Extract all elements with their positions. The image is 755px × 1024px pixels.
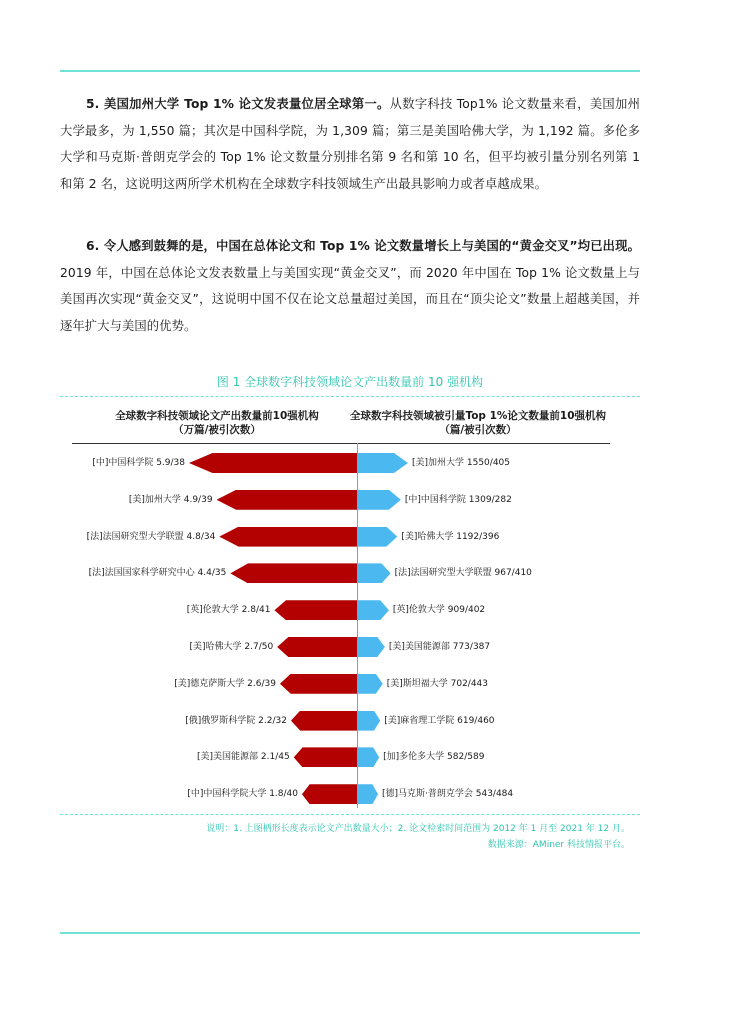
left-bar-label-1: [中]中国科学院 5.9/38 xyxy=(92,458,185,468)
right-bar-label-5: [英]伦敦大学 909/402 xyxy=(392,605,486,616)
right-bar-label-1: [美]加州大学 1550/405 xyxy=(412,458,510,468)
left-bar-3 xyxy=(219,527,357,547)
right-bar-10 xyxy=(358,784,378,804)
paragraph-5-body: 从数字科技 Top1% 论文数量来看，美国加州大学最多，为 1,550 篇；其次是中国科学院，为 1,309 篇；第三是美国哈佛大学，为 1,192 篇。多伦多大学和马克斯·普朗克学会的 Top 1% 论文数量分别排名第 9 名和第 10 名，但平均被引量分别名列第 1 和第 2 名，这说明这两所学术机构在全球数字科技领域生产出最具影响力或者卓越成果。 xyxy=(60,97,640,191)
right-bar-5 xyxy=(358,600,389,620)
paragraph-6-heading: 6. 令人感到鼓舞的是，中国在总体论文和 Top 1% 论文数量增长上与美国的“黄金交叉”均已出现。 xyxy=(86,239,640,253)
paragraph-5-heading: 5. 美国加州大学 Top 1% 论文发表量位居全球第一。 xyxy=(86,97,390,111)
right-bar-label-10: [德]马克斯·普朗克学会 543/484 xyxy=(382,789,514,800)
right-bar-4 xyxy=(358,563,391,583)
left-bar-label-5: [英]伦敦大学 2.8/41 xyxy=(186,605,271,616)
figure-note: 说明：1. 上图柄形长度表示论文产出数量大小；2. 论文检索时间范围为 2012 年 1 月至 2021 年 12 月。 xyxy=(206,824,630,834)
left-bar-1 xyxy=(189,453,357,473)
left-bar-9 xyxy=(294,747,357,767)
figure-source: 数据来源：AMiner 科技情报平台。 xyxy=(487,840,630,850)
left-bar-5 xyxy=(274,600,357,620)
left-bar-6 xyxy=(277,637,357,657)
left-bar-label-7: [美]德克萨斯大学 2.6/39 xyxy=(174,678,276,689)
figure-bottom-dashed-divider xyxy=(60,814,640,815)
right-bar-label-8: [美]麻省理工学院 619/460 xyxy=(384,715,495,726)
paragraph-6 xyxy=(60,233,640,339)
left-chart-title: 全球数字科技领域论文产出数量前10强机构 xyxy=(115,410,319,422)
top-divider xyxy=(60,70,640,72)
right-bar-7 xyxy=(358,674,383,694)
left-bar-label-8: [俄]俄罗斯科学院 2.2/32 xyxy=(185,715,287,726)
right-bar-label-6: [美]美国能源部 773/387 xyxy=(388,642,491,652)
right-chart-header xyxy=(338,409,618,437)
right-bar-6 xyxy=(358,637,385,657)
right-bar-1 xyxy=(358,453,408,473)
right-bar-2 xyxy=(358,490,401,510)
bottom-divider xyxy=(60,932,640,934)
right-chart-unit: （篇/被引次数） xyxy=(439,424,517,436)
paragraph-5 xyxy=(60,91,640,197)
left-bar-4 xyxy=(230,563,357,583)
figure-title: 图 1 全球数字科技领域论文产出数量前 10 强机构 xyxy=(216,375,484,389)
left-bar-7 xyxy=(280,674,357,694)
left-bar-label-3: [法]法国研究型大学联盟 4.8/34 xyxy=(86,531,216,542)
right-bar-label-3: [美]哈佛大学 1192/396 xyxy=(401,531,500,542)
header-axis-line xyxy=(72,443,610,444)
right-bar-3 xyxy=(358,527,397,547)
left-chart-unit: （万篇/被引次数） xyxy=(173,424,261,436)
left-bar-10 xyxy=(302,784,357,804)
right-bar-label-9: [加]多伦多大学 582/589 xyxy=(383,752,485,763)
left-chart-header xyxy=(77,409,357,437)
right-chart-title: 全球数字科技领域被引量Top 1%论文数量前10强机构 xyxy=(349,410,607,422)
right-bar-label-7: [美]斯坦福大学 702/443 xyxy=(386,678,489,689)
left-bar-label-2: [美]加州大学 4.9/39 xyxy=(128,494,213,505)
right-bar-label-2: [中]中国科学院 1309/282 xyxy=(404,494,512,505)
left-bar-label-6: [美]哈佛大学 2.7/50 xyxy=(189,642,274,652)
left-bar-label-9: [美]美国能源部 2.1/45 xyxy=(197,752,290,763)
left-bar-2 xyxy=(217,490,357,510)
center-axis-line xyxy=(357,443,358,808)
left-bar-8 xyxy=(291,711,357,731)
paragraph-6-body: 2019 年，中国在总体论文发表数量上与美国实现“黄金交叉”，而 2020 年中国在 Top 1% 论文数量上与美国再次实现“黄金交叉”，这说明中国不仅在论文总量超过美国，而且在“顶尖论文”数量上超越美国，并逐年扩大与美国的优势。 xyxy=(60,265,640,333)
right-bar-label-4: [法]法国研究型大学联盟 967/410 xyxy=(394,568,532,579)
right-bar-9 xyxy=(358,747,379,767)
left-bar-label-10: [中]中国科学院大学 1.8/40 xyxy=(187,789,298,800)
figure-top-dashed-divider xyxy=(60,396,640,397)
left-bar-label-4: [法]法国国家科学研究中心 4.4/35 xyxy=(88,568,227,579)
right-bar-8 xyxy=(358,711,380,731)
